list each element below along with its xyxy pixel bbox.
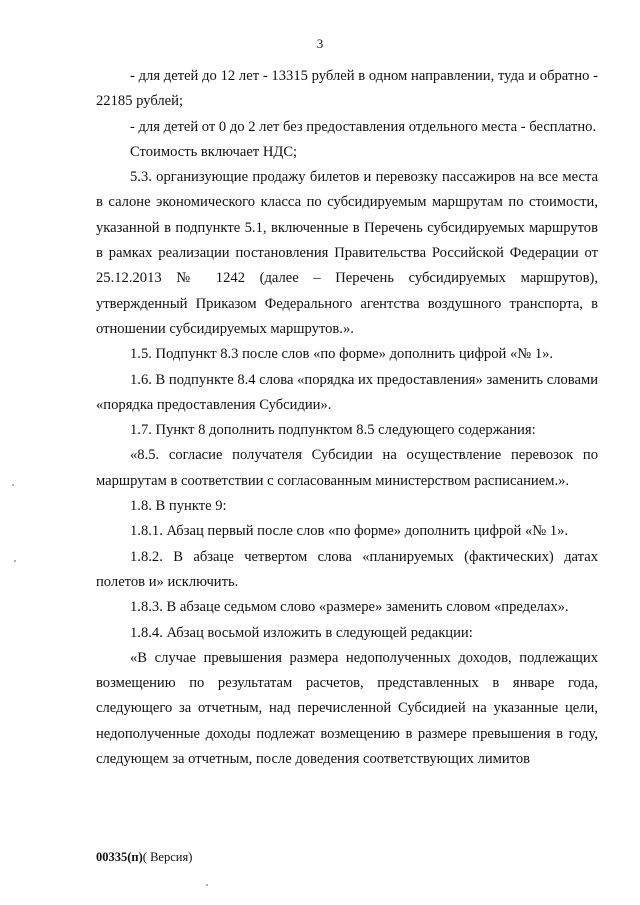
paragraph-item-8-5: «8.5. согласие получателя Субсидии на осуществление перевозок по маршрутам в соответствии с согласованным министерством расписанием.».: [96, 447, 598, 489]
paragraph-item-1-8-3: 1.8.3. В абзаце седьмом слово «размере» заменить словом «пределах».: [130, 599, 569, 616]
scan-speck: [206, 884, 208, 886]
paragraph-item-1-6: 1.6. В подпункте 8.4 слова «порядка их предоставления» заменить словами «порядка предоставления Субсидии».: [96, 371, 598, 413]
page-number: 3: [316, 36, 324, 51]
paragraph-item-1-8-1: 1.8.1. Абзац первый после слов «по форме» дополнить цифрой «№ 1».: [130, 523, 569, 540]
paragraph-item-1-8-2: 1.8.2. В абзаце четвертом слова «планируемых (фактических) датах полетов и» исключить.: [96, 548, 598, 590]
paragraph-vat-note: Стоимость включает НДС;: [130, 143, 298, 160]
scan-speck: [14, 560, 16, 562]
document-code: 00335(п): [96, 850, 143, 864]
document-version: ( Версия): [142, 850, 193, 864]
paragraph-child-fare: - для детей до 12 лет - 13315 рублей в одном направлении, туда и обратно - 22185 рублей;: [96, 68, 598, 110]
document-body: [96, 64, 598, 772]
paragraph-item-1-5: 1.5. Подпункт 8.3 после слов «по форме» дополнить цифрой «№ 1».: [130, 346, 554, 363]
paragraph-item-1-8-4: 1.8.4. Абзац восьмой изложить в следующей редакции:: [130, 624, 473, 641]
paragraph-quoted-revision: «В случае превышения размера недополученных доходов, подлежащих возмещению по результатам расчетов, представленных в январе года, следующего за отчетным, над перечисленной Субсидией на указанные цели, недополученные доходы подлежат возмещению в размере превышения в году, следующем за отчетным, после доведения соответствующих лимитов: [96, 649, 598, 768]
scan-speck: [12, 484, 14, 486]
paragraph-infant-fare: - для детей от 0 до 2 лет без предоставления отдельного места - бесплатно.: [130, 118, 597, 135]
paragraph-item-5-3: 5.3. организующие продажу билетов и перевозку пассажиров на все места в салоне экономического класса по субсидируемым маршрутам по стоимости, указанной в подпункте 5.1, включенные в Перечень субсидируемых маршрутов в рамках реализации постановления Правительства Российской Федерации от 25.12.2013 № 1242 (далее – Перечень субсидируемых маршрутов), утвержденный Приказом Федерального агентства воздушного транспорта, в отношении субсидируемых маршрутов.».: [96, 169, 598, 337]
paragraph-item-1-7: 1.7. Пункт 8 дополнить подпунктом 8.5 следующего содержания:: [130, 422, 536, 439]
paragraph-item-1-8: 1.8. В пункте 9:: [130, 498, 227, 515]
document-footer: [96, 850, 192, 865]
